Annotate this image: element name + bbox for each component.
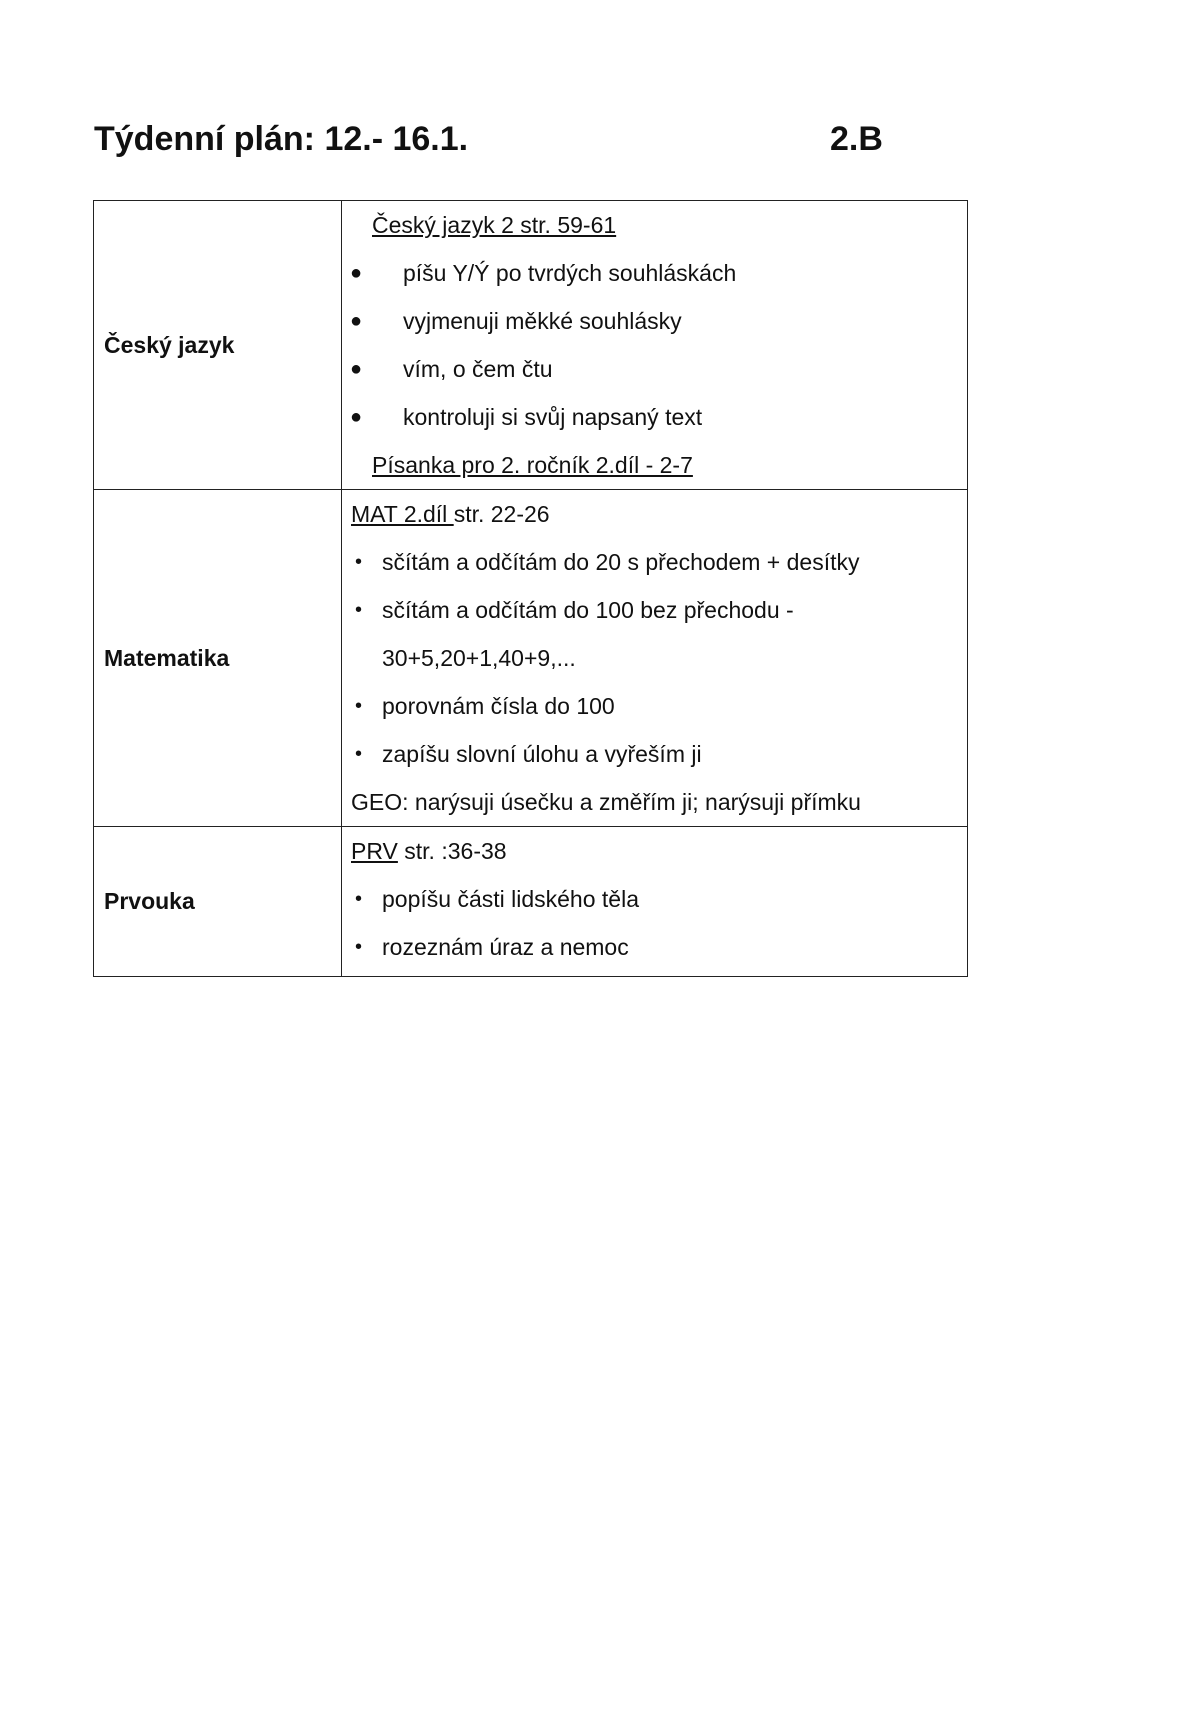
book-reference: Český jazyk 2 str. 59-61	[372, 212, 617, 238]
list-item: ● vyjmenuji měkké souhlásky	[342, 297, 967, 345]
table-row	[94, 201, 968, 490]
bullet-icon: •	[355, 888, 363, 910]
list-item: ● píšu Y/Ý po tvrdých souhláskách	[342, 249, 967, 297]
workbook-reference: Písanka pro 2. ročník 2.díl - 2-7	[372, 452, 693, 478]
list-item: • zapíšu slovní úlohu a vyřeším ji	[342, 730, 967, 778]
book-reference: PRV str. :36-38	[351, 838, 507, 864]
bullet-icon: •	[355, 936, 363, 958]
bullet-icon: •	[355, 743, 363, 765]
bullet-icon: ●	[350, 310, 363, 332]
bullet-icon: ●	[350, 262, 363, 284]
geometry-note: GEO: narýsuji úsečku a změřím ji; narýsuji přímku	[351, 789, 861, 815]
list-item: ● kontroluji si svůj napsaný text	[342, 393, 967, 441]
class-label: 2.B	[830, 120, 883, 158]
table-row	[94, 490, 968, 827]
list-item: • rozeznám úraz a nemoc	[342, 923, 967, 971]
list-item: • popíšu části lidského těla	[342, 875, 967, 923]
list-item: • sčítám a odčítám do 20 s přechodem + desítky	[342, 538, 967, 586]
subject-cell: Matematika	[94, 490, 342, 827]
bullet-icon: ●	[350, 406, 363, 428]
bullet-icon: •	[355, 599, 363, 621]
weekly-plan-table	[93, 200, 968, 977]
content-cell	[342, 827, 968, 977]
content-cell	[342, 490, 968, 827]
list-item: • porovnám čísla do 100	[342, 682, 967, 730]
book-reference: MAT 2.díl str. 22-26	[351, 501, 550, 527]
bullet-icon: ●	[350, 358, 363, 380]
bullet-icon: •	[355, 695, 363, 717]
list-item: ● vím, o čem čtu	[342, 345, 967, 393]
content-cell	[342, 201, 968, 490]
subject-cell: Prvouka	[94, 827, 342, 977]
bullet-icon: •	[355, 551, 363, 573]
subject-cell: Český jazyk	[94, 201, 342, 490]
table-row	[94, 827, 968, 977]
list-item: • sčítám a odčítám do 100 bez přechodu -	[342, 586, 967, 634]
list-item-continuation: 30+5,20+1,40+9,...	[382, 645, 576, 671]
page-title: Týdenní plán: 12.- 16.1.	[94, 120, 469, 158]
